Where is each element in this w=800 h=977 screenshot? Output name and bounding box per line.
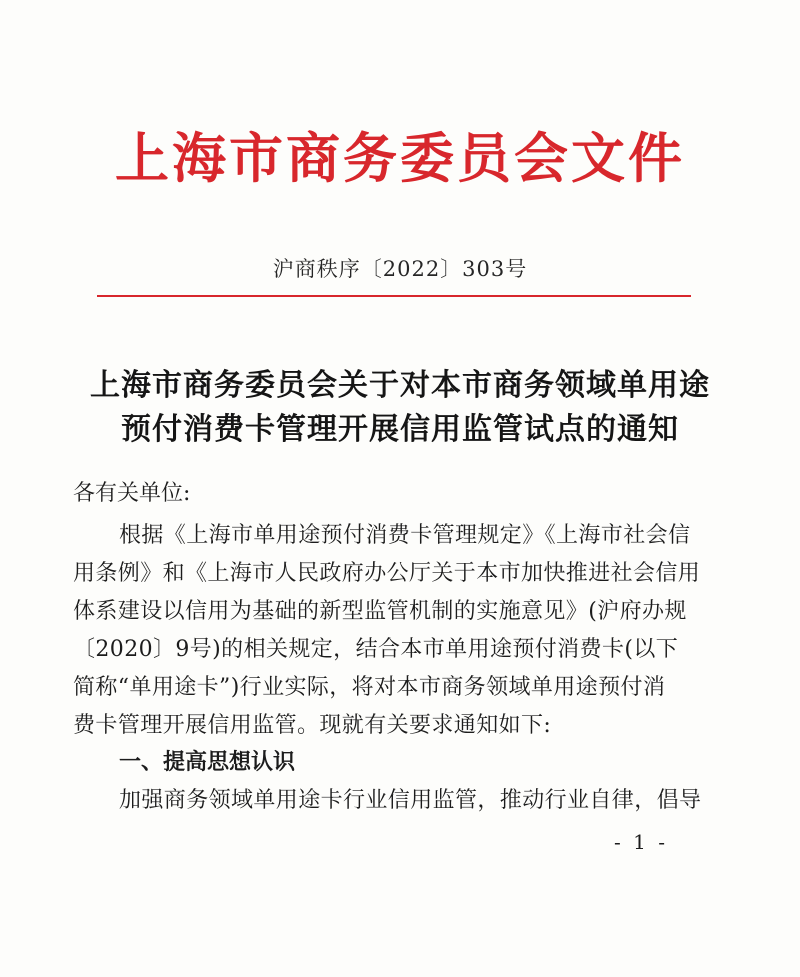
- page-number: - 1 -: [614, 830, 668, 854]
- section-heading-1: 一、提高思想认识: [119, 750, 296, 775]
- section-paragraph-line-1: 加强商务领域单用途卡行业信用监管，推动行业自律，倡导: [119, 788, 702, 813]
- addressee: 各有关单位:: [73, 481, 191, 506]
- paragraph-line-6: 费卡管理开展信用监管。现就有关要求通知如下:: [73, 713, 552, 738]
- red-divider-line: [97, 295, 691, 297]
- paragraph-line-1: 根据《上海市单用途预付消费卡管理规定》《上海市社会信: [119, 523, 691, 548]
- paragraph-line-4: 〔2020〕9号)的相关规定，结合本市单用途预付消费卡(以下: [73, 637, 679, 662]
- notice-title-line-1: 上海市商务委员会关于对本市商务领域单用途: [90, 368, 710, 403]
- paragraph-line-5: 简称“单用途卡”)行业实际，将对本市商务领域单用途预付消: [73, 675, 666, 700]
- notice-title: [0, 364, 800, 452]
- document-number: 沪商秩序〔2022〕303号: [272, 257, 528, 281]
- paragraph-line-2: 用条例》和《上海市人民政府办公厅关于本市加快推进社会信用: [73, 561, 701, 586]
- document-header-title: 上海市商务委员会文件: [115, 126, 685, 190]
- paragraph-line-3: 体系建设以信用为基础的新型监管机制的实施意见》(沪府办规: [73, 599, 687, 624]
- notice-title-line-2: 预付消费卡管理开展信用监管试点的通知: [121, 412, 679, 447]
